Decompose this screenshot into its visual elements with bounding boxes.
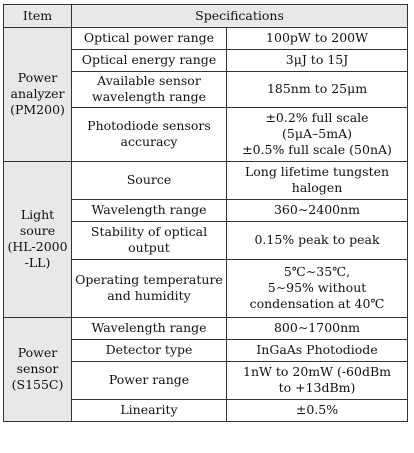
parameter-line: Linearity <box>120 401 178 417</box>
value-cell <box>227 259 408 317</box>
value-cell <box>227 361 408 399</box>
value-cell <box>227 317 408 339</box>
parameter-line: Power range <box>108 371 190 387</box>
value-cell <box>227 72 408 108</box>
value-line: 5℃∼35℃, <box>283 263 351 279</box>
value-line: 360∼2400nm <box>273 201 361 217</box>
value-line: InGaAs Photodiode <box>256 341 378 357</box>
parameter-cell <box>72 28 227 50</box>
value-line: 100pW to 200W <box>266 30 368 46</box>
parameter-cell <box>72 361 227 399</box>
value-cell <box>227 161 408 199</box>
item-line: Light <box>20 206 55 222</box>
header-item: Item <box>4 5 72 28</box>
parameter-cell <box>72 221 227 259</box>
table-body <box>4 28 408 422</box>
parameter-cell <box>72 72 227 108</box>
table-row <box>4 161 408 199</box>
parameter-cell <box>72 399 227 421</box>
value-line: to +13dBm) <box>278 380 356 395</box>
item-cell <box>4 161 72 317</box>
table-header-row <box>4 5 408 28</box>
value-cell <box>227 199 408 221</box>
value-cell <box>227 399 408 421</box>
parameter-cell <box>72 107 227 161</box>
value-line: Long lifetime tungsten <box>244 163 390 179</box>
parameter-line: Stability of optical <box>90 223 208 239</box>
parameter-line: and humidity <box>107 288 191 303</box>
parameter-line: Optical power range <box>83 30 215 46</box>
value-cell <box>227 339 408 361</box>
item-line: (PM200) <box>10 102 65 118</box>
item-cell <box>4 28 72 162</box>
value-line: 5∼95% without <box>267 279 367 295</box>
value-line: ±0.5% full scale (50nA) <box>242 142 392 158</box>
value-cell <box>227 107 408 161</box>
parameter-line: Detector type <box>105 341 193 357</box>
value-line: ±0.2% full scale <box>265 109 369 125</box>
parameter-line: Operating temperature <box>75 271 223 287</box>
parameter-line: accuracy <box>120 134 178 149</box>
value-line: 1nW to 20mW (-60dBm <box>243 363 391 379</box>
parameter-cell <box>72 259 227 317</box>
parameter-line: Source <box>126 171 172 187</box>
value-line: 185nm to 25μm <box>266 81 368 97</box>
parameter-cell <box>72 317 227 339</box>
value-line: 800∼1700nm <box>273 319 361 335</box>
item-line: analyzer <box>10 86 65 102</box>
item-cell <box>4 317 72 421</box>
value-line: condensation at 40℃ <box>249 296 385 312</box>
parameter-line: Optical energy range <box>81 52 217 68</box>
parameter-cell <box>72 50 227 72</box>
item-line: sensor <box>16 360 59 376</box>
item-line: (S155C) <box>11 377 64 393</box>
item-line: Power <box>17 344 58 360</box>
parameter-line: Photodiode sensors <box>87 117 211 133</box>
value-cell <box>227 28 408 50</box>
table-row <box>4 28 408 50</box>
value-line: 0.15% peak to peak <box>254 231 380 247</box>
parameter-cell <box>72 199 227 221</box>
table-row <box>4 317 408 339</box>
header-specifications: Specifications <box>72 5 408 28</box>
parameter-cell <box>72 161 227 199</box>
item-line: soure <box>19 222 56 238</box>
item-line: -LL) <box>24 255 51 271</box>
parameter-line: Wavelength range <box>91 319 207 335</box>
specifications-table <box>3 4 408 422</box>
parameter-cell <box>72 339 227 361</box>
parameter-line: wavelength range <box>92 89 206 105</box>
value-line: (5μA–5mA) <box>282 125 352 141</box>
value-line: 3μJ to 15J <box>285 52 349 68</box>
value-cell <box>227 221 408 259</box>
value-line: ±0.5% <box>295 401 339 417</box>
item-line: (HL-2000 <box>7 239 68 254</box>
value-cell <box>227 50 408 72</box>
parameter-line: Wavelength range <box>91 201 207 217</box>
parameter-line: output <box>128 240 170 255</box>
parameter-line: Available sensor <box>97 73 201 88</box>
value-line: halogen <box>291 180 343 195</box>
item-line: Power <box>17 69 58 85</box>
